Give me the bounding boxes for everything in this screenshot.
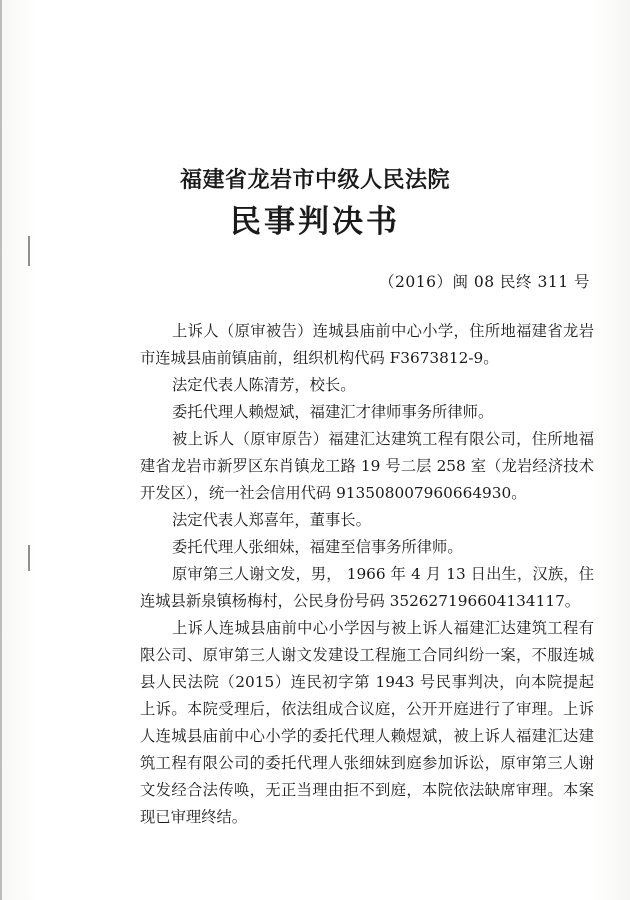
third-party-paragraph: 原审第三人谢文发，男， 1966 年 4 月 13 日出生，汉族，住连城县新泉镇杨梅村，公民身份号码 352627196604134117。: [140, 565, 594, 610]
case-number: （2016）闽 08 民终 311 号: [379, 273, 590, 291]
binding-mark: [28, 545, 30, 571]
document-body: [140, 318, 594, 831]
document-title: 民事判决书: [230, 204, 400, 240]
appellant-representative-paragraph: 法定代表人陈清芳，校长。: [172, 376, 356, 394]
appellant-agent-paragraph: 委托代理人赖煜斌，福建汇才律师事务所律师。: [172, 403, 494, 421]
appellee-agent-paragraph: 委托代理人张细妹，福建至信事务所律师。: [172, 538, 463, 556]
appellee-representative-paragraph: 法定代表人郑喜年，董事长。: [172, 511, 371, 529]
page-edge: [0, 0, 2, 900]
appellee-paragraph: 被上诉人（原审原告）福建汇达建筑工程有限公司，住所地福建省龙岩市新罗区东肖镇龙工路 19 号二层 258 室（龙岩经济技术开发区），统一社会信用代码 913508007960664930。: [140, 430, 594, 502]
court-name: 福建省龙岩市中级人民法院: [179, 168, 450, 193]
case-summary-paragraph: 上诉人连城县庙前中心小学因与被上诉人福建汇达建筑工程有限公司、原审第三人谢文发建设工程施工合同纠纷一案，不服连城县人民法院（2015）连民初字第 1943 号民事判决，向本院提起上诉。本院受理后，依法组成合议庭，公开开庭进行了审理。上诉人连城县庙前中心小学的委托代理人赖煜斌，被上诉人福建汇达建筑工程有限公司的委托代理人张细妹到庭参加诉讼，原审第三人谢文发经合法传唤，无正当理由拒不到庭，本院依法缺席审理。本案现已审理终结。: [140, 619, 594, 826]
appellant-paragraph: 上诉人（原审被告）连城县庙前中心小学，住所地福建省龙岩市连城县庙前镇庙前，组织机构代码 F3673812-9。: [140, 322, 594, 367]
